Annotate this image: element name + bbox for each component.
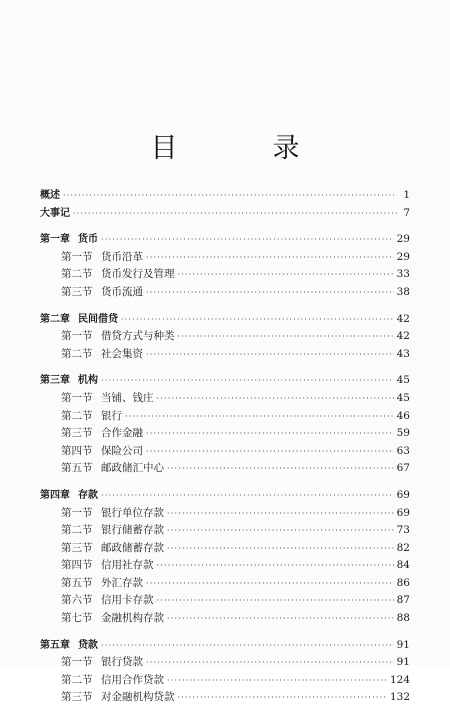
toc-section-entry[interactable] (40, 505, 410, 523)
toc-entry-title: 概述 (40, 190, 60, 201)
toc-entry-title: 保险公司 (101, 444, 143, 457)
toc-section-entry[interactable] (40, 346, 410, 364)
section-number: 第二节 (61, 347, 93, 360)
toc-chapter-entry[interactable] (40, 187, 410, 205)
page-number: 46 (396, 409, 410, 422)
toc-entry-title: 银行 (101, 409, 122, 422)
toc-entry-title: 合作金融 (101, 427, 143, 440)
page-number: 88 (396, 612, 410, 625)
dot-leader (157, 557, 394, 575)
toc-section-entry[interactable] (40, 610, 410, 628)
section-number: 第七节 (61, 612, 93, 625)
page-number: 45 (396, 391, 410, 404)
page-number: 84 (396, 559, 410, 572)
toc-entry-title: 机构 (78, 375, 98, 387)
toc-entry-title: 货币沿革 (101, 250, 143, 263)
toc-entry-label (61, 610, 164, 628)
section-number: 第三节 (61, 541, 93, 554)
toc-entry-title: 信用合作贷款 (101, 673, 164, 686)
section-number: 第二节 (61, 409, 93, 422)
toc-entry-label (61, 575, 143, 593)
toc-entry-label (61, 249, 143, 267)
dot-leader (101, 372, 394, 390)
section-number: 第六节 (61, 594, 93, 607)
toc-chapter-entry[interactable] (40, 231, 410, 249)
dot-leader (146, 443, 394, 461)
page-number: 124 (389, 673, 410, 686)
toc-section-entry[interactable] (40, 522, 410, 540)
chapter-number: 第三章 (40, 375, 70, 387)
toc-entry-title: 借贷方式与种类 (101, 330, 175, 343)
toc-entry-title: 银行单位存款 (101, 506, 164, 519)
toc-section-entry[interactable] (40, 654, 410, 672)
toc-section-entry[interactable] (40, 672, 410, 690)
toc-entry-title: 外汇存款 (101, 576, 143, 589)
dot-leader (146, 425, 394, 443)
toc-entry-label (61, 460, 164, 478)
page-number: 91 (396, 638, 410, 651)
toc-entry-label (61, 425, 143, 443)
section-number: 第三节 (61, 691, 93, 704)
toc-chapter-entry[interactable] (40, 637, 410, 655)
toc-section-entry[interactable] (40, 592, 410, 610)
dot-leader (167, 540, 394, 558)
page-number: 7 (403, 206, 410, 219)
page-number: 73 (396, 524, 410, 537)
dot-leader (146, 249, 394, 267)
toc-entry-label (61, 672, 164, 690)
page-number: 69 (396, 488, 410, 501)
chapter-number: 第二章 (40, 313, 70, 325)
dot-leader (146, 575, 394, 593)
toc-entry-label (40, 231, 98, 249)
toc-entry-title: 银行储蓄存款 (101, 524, 164, 537)
page-number: 132 (389, 691, 410, 704)
page-number: 1 (403, 189, 410, 201)
section-number: 第一节 (61, 391, 93, 404)
toc-entry-label (61, 443, 143, 461)
toc-section-entry[interactable] (40, 284, 410, 302)
page-number: 86 (396, 576, 410, 589)
toc-entry-title: 信用社存款 (101, 559, 154, 572)
dot-leader (167, 610, 394, 628)
toc-entry-title: 银行贷款 (101, 656, 143, 669)
page-number: 43 (396, 347, 410, 360)
dot-leader (167, 505, 394, 523)
page-number: 63 (396, 444, 410, 457)
toc-entry-label (40, 205, 70, 223)
toc-section-entry[interactable] (40, 266, 410, 284)
table-of-contents (40, 187, 410, 707)
section-number: 第一节 (61, 506, 93, 519)
page-number: 42 (396, 330, 410, 343)
dot-leader (157, 592, 394, 610)
toc-entry-label (61, 522, 164, 540)
dot-leader (167, 460, 394, 478)
toc-entry-title: 社会集资 (101, 347, 143, 360)
toc-entry-label (61, 540, 164, 558)
section-number: 第五节 (61, 576, 93, 589)
toc-section-entry[interactable] (40, 328, 410, 346)
dot-leader (73, 205, 397, 223)
page-number: 29 (396, 233, 410, 246)
section-number: 第四节 (61, 444, 93, 457)
chapter-number: 第四章 (40, 489, 70, 501)
dot-leader (101, 231, 394, 249)
toc-entry-title: 货币发行及管理 (101, 268, 175, 281)
section-number: 第二节 (61, 673, 93, 686)
toc-entry-label (61, 266, 175, 284)
toc-entry-label (40, 637, 98, 655)
dot-leader (157, 390, 394, 408)
section-number: 第一节 (61, 330, 93, 343)
dot-leader (178, 266, 394, 284)
section-number: 第二节 (61, 524, 93, 537)
toc-entry-label (61, 390, 154, 408)
toc-entry-title: 存款 (78, 489, 98, 501)
toc-entry-title: 大事记 (40, 207, 70, 219)
toc-entry-title: 货币 (78, 234, 98, 246)
toc-section-entry[interactable] (40, 408, 410, 426)
toc-entry-title: 对金融机构贷款 (101, 691, 175, 704)
section-number: 第一节 (61, 250, 93, 263)
section-number: 第四节 (61, 559, 93, 572)
dot-leader (178, 328, 394, 346)
dot-leader (146, 654, 394, 672)
page-number: 91 (396, 656, 410, 669)
page-number: 42 (396, 312, 410, 325)
toc-section-entry[interactable] (40, 689, 410, 707)
page-number: 29 (396, 250, 410, 263)
toc-entry-title: 货币流通 (101, 285, 143, 298)
section-number: 第三节 (61, 285, 93, 298)
toc-entry-title: 当铺、钱庄 (101, 391, 154, 404)
toc-entry-title: 信用卡存款 (101, 594, 154, 607)
toc-entry-label (61, 284, 143, 302)
toc-entry-label (40, 187, 60, 205)
toc-entry-label (61, 654, 143, 672)
toc-section-entry[interactable] (40, 460, 410, 478)
dot-leader (121, 311, 394, 329)
toc-entry-label (40, 311, 118, 329)
page-number: 33 (396, 268, 410, 281)
toc-section-entry[interactable] (40, 443, 410, 461)
page-number: 45 (396, 374, 410, 387)
page-number: 59 (396, 427, 410, 440)
toc-entry-label (61, 346, 143, 364)
toc-chapter-entry[interactable] (40, 311, 410, 329)
page-number: 82 (396, 541, 410, 554)
dot-leader (178, 689, 387, 707)
section-number: 第三节 (61, 427, 93, 440)
toc-entry-title: 民间借贷 (78, 313, 118, 325)
toc-entry-label (61, 328, 175, 346)
dot-leader (167, 522, 394, 540)
toc-entry-label (61, 689, 175, 707)
section-number: 第二节 (61, 268, 93, 281)
chapter-number: 第一章 (40, 234, 70, 246)
toc-section-entry[interactable] (40, 557, 410, 575)
dot-leader (146, 284, 394, 302)
page-title: 目 录 (150, 133, 334, 164)
page-number: 67 (396, 462, 410, 475)
toc-section-entry[interactable] (40, 540, 410, 558)
toc-section-entry[interactable] (40, 249, 410, 267)
section-number: 第一节 (61, 656, 93, 669)
toc-chapter-entry[interactable] (40, 372, 410, 390)
toc-entry-title: 金融机构存款 (101, 612, 164, 625)
dot-leader (101, 487, 394, 505)
page-number: 69 (396, 506, 410, 519)
dot-leader (63, 187, 397, 205)
dot-leader (167, 672, 387, 690)
dot-leader (125, 408, 394, 426)
toc-entry-label (61, 408, 122, 426)
toc-section-entry[interactable] (40, 390, 410, 408)
toc-entry-label (61, 557, 154, 575)
toc-entry-label (61, 505, 164, 523)
section-number: 第五节 (61, 462, 93, 475)
toc-entry-label (40, 372, 98, 390)
dot-leader (101, 637, 394, 655)
chapter-number: 第五章 (40, 639, 70, 651)
toc-entry-label (61, 592, 154, 610)
toc-section-entry[interactable] (40, 575, 410, 593)
toc-entry-title: 邮政储汇中心 (101, 462, 164, 475)
toc-section-entry[interactable] (40, 425, 410, 443)
toc-chapter-entry[interactable] (40, 487, 410, 505)
page-number: 87 (396, 594, 410, 607)
toc-entry-title: 邮政储蓄存款 (101, 541, 164, 554)
dot-leader (146, 346, 394, 364)
toc-entry-title: 贷款 (78, 639, 98, 651)
toc-entry-label (40, 487, 98, 505)
toc-chapter-entry[interactable] (40, 205, 410, 223)
page-number: 38 (396, 285, 410, 298)
